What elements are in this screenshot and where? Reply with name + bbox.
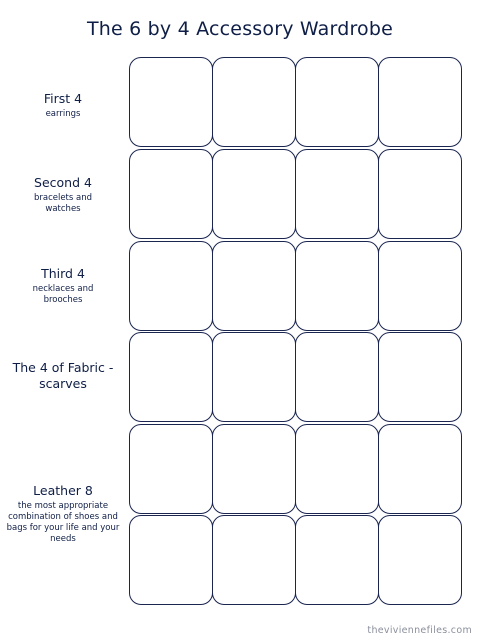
row-label-sub: bracelets and watches (33, 193, 93, 214)
accessory-slot (212, 149, 296, 239)
accessory-slot (295, 241, 379, 331)
page-title: The 6 by 4 Accessory Wardrobe (86, 18, 394, 40)
row-label-main: Third 4 (41, 266, 85, 281)
row-label-sub: the most appropriate combination of shoes and bags for your life and your needs (6, 501, 120, 544)
accessory-slot (295, 515, 379, 605)
accessory-slot (129, 149, 213, 239)
accessory-slot (378, 241, 462, 331)
site-credit: theviviennefiles.com (367, 625, 472, 636)
accessory-slot (129, 241, 213, 331)
row-label-sub: earrings (45, 109, 81, 119)
accessory-slot (212, 241, 296, 331)
row-label-main: First 4 (43, 91, 83, 106)
accessory-slot (129, 424, 213, 514)
row-label-main: Leather 8 (33, 483, 93, 498)
accessory-slot (378, 332, 462, 422)
accessory-slot (212, 424, 296, 514)
accessory-slot (129, 57, 213, 147)
accessory-slot (378, 424, 462, 514)
accessory-slot (212, 515, 296, 605)
row-label-main: The 4 of Fabric - scarves (12, 360, 114, 391)
accessory-slot (129, 515, 213, 605)
accessory-slot (295, 332, 379, 422)
accessory-slot (378, 57, 462, 147)
accessory-slot (129, 332, 213, 422)
accessory-slot (378, 149, 462, 239)
row-label-main: Second 4 (34, 175, 92, 190)
accessory-slot (295, 149, 379, 239)
accessory-slot (295, 57, 379, 147)
accessory-slot (212, 332, 296, 422)
row-label-sub: necklaces and brooches (32, 284, 94, 305)
accessory-slot (295, 424, 379, 514)
accessory-slot (212, 57, 296, 147)
accessory-slot (378, 515, 462, 605)
